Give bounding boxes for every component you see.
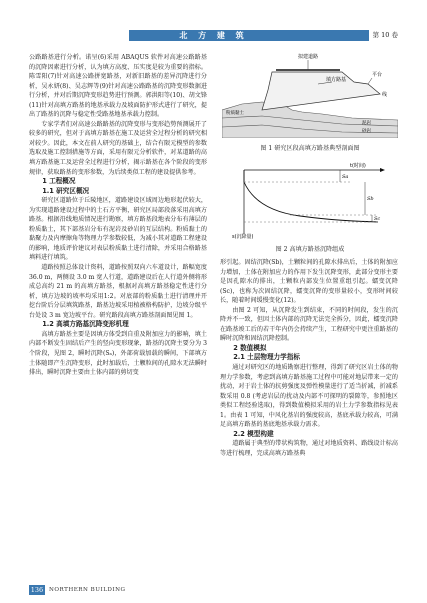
figure-2-settlement-curve	[230, 160, 390, 240]
paragraph-1-2-c: 由图 2 可知，从沉降发生到结束，不同的时间段，发生的沉降并不一致，但因土体内部的沉降无法完全拆分，因此，蠕变沉降在路基竣工后的若干年内仍会持续产生，工程研究中更注重路基的瞬时沉降和固结沉降控制。	[220, 306, 398, 343]
section-heading-1-1: 1.1 研究区概况	[42, 186, 90, 195]
volume-label: 第 10 卷	[372, 31, 398, 39]
section-heading-2-1: 2.1 土层物理力学指标	[233, 353, 300, 362]
section-heading-1: 1 工程概况	[42, 177, 76, 186]
fig1-label-sandstone: 砂岩	[362, 129, 371, 134]
fig1-label-road: 拟建道路	[298, 54, 319, 60]
page-number: 136	[30, 586, 44, 594]
section-heading-2: 2 数值模拟	[233, 343, 267, 352]
paragraph-1-1-b: 道路按照总体设计资料，道路按照双向六车道设计，路幅宽度 36.0 m，两侧设 3.0 m 宽人行道，道路建设后在人行道外侧将形成总高约 21 m 的高填方路基，根据对高填方路基稳定性进行分析，填方边坡的坡率均采用1:2。对底部的粉质黏土进行清理并开挖台阶后分层填筑路基，路基边坡采用植被格构防护，边坡分级平台处设 3 m 宽边坡平台。研究路段高填方路基剖面图见图 1。	[29, 264, 207, 319]
figure-2-caption: 图 2 高填方路基沉降组成	[275, 246, 345, 253]
fig1-label-terrace: 平台	[372, 72, 383, 78]
page-footer	[29, 585, 209, 597]
paragraph-2-1: 通过对研究区的地质勘察进行整理，得到了研究区岩土体的物理力学参数，考虑到高填方路基施工过程中可能对地层带来一定的扰动，对于岩土体的抗剪强度及弹性模量进行了适当折减，折减系数采用 0.8 (考虑岩层的扰动及内部不可探明的裂隙等，参照地区类似工程经验选取)，得到数值模拟采用的岩土力学参数指标见表 1。由表 1 可知，中风化基岩的强度较高，基底承载力较高，可满足高填方路基的基底地基承载力需求。	[220, 364, 398, 429]
journal-title: 北 方 建 筑	[179, 30, 248, 40]
paragraph-1-2-b: 形引起。固结沉降(Sb)，土颗粒间的孔隙水排出后，土体的附加应力增加，土体在附加应力的作用下发生沉降变形，此部分变形主要是因孔隙水的排出，土颗粒内部发生位置重组引起。蠕变沉降(Sc)，也称为次固结沉降，蠕变沉降的变形量较小，变形时间较长，随着时间缓慢变化(12)。	[220, 259, 398, 305]
fig2-label-sa: Sa	[342, 174, 349, 180]
section-heading-2-2: 2.2 模型构建	[233, 429, 274, 438]
paragraph-2-2: 道路属于典型的带状构筑物，通过对地质资料、路线设计标高等进行梳理，完成高填方路基典	[220, 440, 398, 457]
intro-paragraph-2: 专家学者们对高速公路路基的沉降变形与变形趋势预测展开了较多的研究，但对于高填方路基在施工及运营全过程分析的研究相对较少。因此，本文在前人研究的基础上，结合有限元模型的参数选取及施工控制措施等方面，采用有限元分析软件，对某道路的高填方路基施工及运营全过程进行分析，揭示路基在各个阶段的变形规律，获取路基的变形参数，为后续类似工程的建设提供参考。	[29, 120, 207, 176]
fig1-label-fill: 填方路基	[326, 77, 347, 83]
right-column	[220, 258, 398, 458]
fig1-label-line: 线	[382, 92, 388, 98]
fig2-label-s: s(沉降量)	[232, 234, 254, 240]
paragraph-1-2-a: 高填方路基主要是因填方体受到自重及附加应力的影响，填土内部不断发生固结后产生的竖向变形现象，路基的沉降主要分为 3 个阶段，见图 2，瞬时沉降(Sₐ)，外部荷载加载的瞬间，下部填方土体随即产生沉降变形，此时加载后，土颗粒间的孔隙水无法瞬时排出，瞬时沉降主要由土体内部的剪切变	[29, 330, 207, 377]
left-column	[29, 53, 207, 378]
fig1-label-clay: 粉质黏土	[226, 111, 244, 116]
figure-1-cross-section	[222, 52, 398, 138]
fig2-label-sb: Sb	[367, 196, 374, 202]
running-header	[29, 30, 398, 42]
fig1-label-mudstone: 泥岩	[362, 121, 371, 126]
section-heading-1-2: 1.2 高填方路基沉降变形机理	[42, 320, 129, 329]
fig2-label-sc: Sc	[374, 216, 381, 222]
figure-1-caption: 图 1 研究区段高填方路基典型剖面图	[260, 145, 360, 152]
paragraph-1-1-a: 研究区道路位于丘陵地区，道路建设区域周边地形起伏较大，为实现道路建设过程中的土石方平衡，研究区局部段落采用高填方路基。根据沿线地质情况进行勘察，填方路基段地表分布有薄层的粉质黏土，其下部基岩分布有泥岩及砂岩的互层结构。粉质黏土的黏聚力及内摩擦角等物理力学参数较低，为减小其对道路工程建设的影响，地质评价建议对表层粉质黏土进行清除，并采用合格路基填料进行填筑。	[29, 197, 207, 262]
journal-name-en: NORTHERN BUILDING	[49, 587, 126, 593]
intro-paragraph-1: 公路路基进行分析。诺呈(6)采用 ABAQUS 软件对高速公路路基的沉降因素进行分析，认为填方高度、压实度是较为重要的指标。陈雪阳(7)针对高速公路拼宽路基，对新旧路基的差异沉降进行分析，吴永妍(8)、吴志辉等(9)针对高速公路路基的沉降变形数据进行分析，并对后期沉降变形趋势进行预测。郭洪阳等(10)、胡文锋(11)针对高填方路基的地基承载力及坡面防护形式进行了研究，提出了路基的沉降与稳定性受路基地基承载力控制。	[29, 54, 207, 119]
fig2-label-time: t(时间)	[350, 163, 366, 169]
